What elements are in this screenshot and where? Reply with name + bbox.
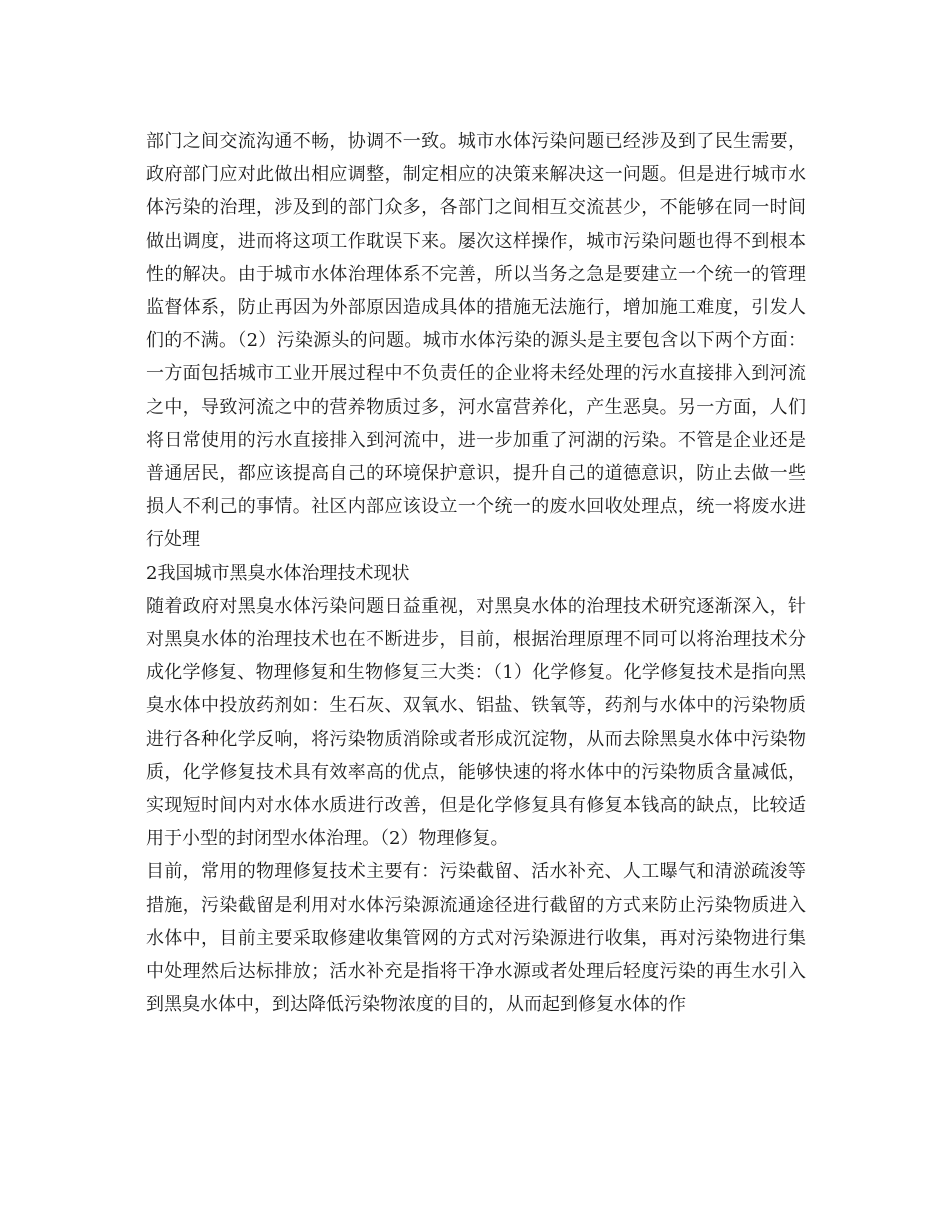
paragraph-physical-remediation: 目前，常用的物理修复技术主要有：污染截留、活水补充、人工曝气和清淤疏浚等措施，污染截留是利用对水体污染源流通途径进行截留的方式来防止污染物质进入水体中，目前主要采取修建收集管网的方式对污染源进行收集，再对污染物进行集中处理然后达标排放；活水补充是指将干净水源或者处理后轻度污染的再生水引入到黑臭水体中，到达降低污染物浓度的目的，从而起到修复水体的作 [146, 861, 806, 1016]
paragraph-governance-and-pollution-source: 部门之间交流沟通不畅，协调不一致。城市水体污染问题已经涉及到了民生需要，政府部门应对此做出相应调整，制定相应的决策来解决这一问题。但是进行城市水体污染的治理，涉及到的部门众多，各部门之间相互交流甚少，不能够在同一时间做出调度，进而将这项工作耽误下来。屡次这样操作，城市污染问题也得不到根本性的解决。由于城市水体治理体系不完善，所以当务之急是要建立一个统一的管理监督体系，防止再因为外部原因造成具体的措施无法施行，增加施工难度，引发人们的不满。（2）污染源头的问题。城市水体污染的源头是主要包含以下两个方面：一方面包括城市工业开展过程中不负责任的企业将未经处理的污水直接排入到河流之中，导致河流之中的营养物质过多，河水富营养化，产生恶臭。另一方面，人们将日常使用的污水直接排入到河流中，进一步加重了河湖的污染。不管是企业还是普通居民，都应该提高自己的环境保护意识，提升自己的道德意识，防止去做一些损人不利己的事情。社区内部应该设立一个统一的废水回收处理点，统一将废水进行处理 [146, 131, 806, 551]
paragraph-chemical-remediation: 随着政府对黑臭水体污染问题日益重视，对黑臭水体的治理技术研究逐渐深入，针对黑臭水体的治理技术也在不断进步，目前，根据治理原理不同可以将治理技术分成化学修复、物理修复和生物修复三大类：（1）化学修复。化学修复技术是指向黑臭水体中投放药剂如：生石灰、双氧水、铝盐、铁氧等，药剂与水体中的污染物质进行各种化学反响，将污染物质消除或者形成沉淀物，从而去除黑臭水体中污染物质，化学修复技术具有效率高的优点，能够快速的将水体中的污染物质含量减低，实现短时间内对水体水质进行改善，但是化学修复具有修复本钱高的缺点，比较适用于小型的封闭型水体治理。（2）物理修复。 [146, 595, 806, 850]
document-body [146, 125, 806, 1021]
section-heading: 2我国城市黑臭水体治理技术现状 [146, 562, 410, 584]
